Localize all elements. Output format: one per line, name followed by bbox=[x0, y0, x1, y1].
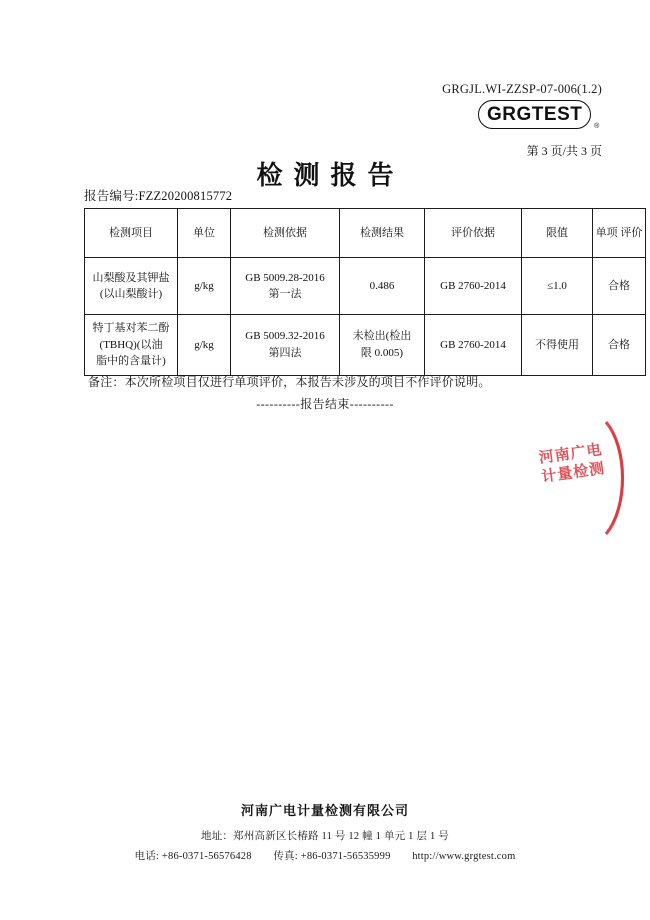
report-number: 报告编号:FZZ20200815772 bbox=[84, 189, 233, 203]
cell-result bbox=[340, 315, 425, 376]
footer-website[interactable]: http://www.grgtest.com bbox=[412, 851, 516, 862]
cell-limit: 不得使用 bbox=[522, 315, 593, 376]
cell-result-line1: 未检出(检出 bbox=[352, 330, 412, 343]
logo-box bbox=[478, 100, 600, 130]
logo-text-main: GRGT bbox=[487, 104, 544, 125]
logo-text-light: EST bbox=[543, 104, 583, 125]
single-eval-header-line2: 评价 bbox=[620, 226, 643, 239]
cell-item-line1: 特丁基对苯二酚 bbox=[92, 322, 170, 334]
cell-test-basis bbox=[231, 315, 340, 376]
registered-mark-icon: ® bbox=[594, 123, 600, 130]
column-header-limit: 限值 bbox=[522, 209, 593, 258]
footer-address: 地址：郑州高新区长椿路 11 号 12 幢 1 单元 1 层 1 号 bbox=[201, 831, 449, 842]
table-body bbox=[85, 258, 646, 376]
results-table bbox=[84, 208, 646, 376]
cell-item-line2: (TBHQ)(以油 bbox=[99, 338, 163, 351]
column-header-unit: 单位 bbox=[178, 209, 231, 258]
cell-single-eval: 合格 bbox=[593, 258, 646, 315]
cell-result: 0.486 bbox=[340, 258, 425, 315]
cell-single-eval: 合格 bbox=[593, 315, 646, 376]
table-row bbox=[85, 315, 646, 376]
column-header-single-eval bbox=[593, 209, 646, 258]
company-seal-stamp bbox=[532, 418, 632, 538]
cell-result-line2: 限 0.005) bbox=[360, 346, 404, 359]
cell-item bbox=[85, 315, 178, 376]
cell-basis-line2: 第四法 bbox=[268, 346, 302, 359]
remarks-text: 备注：本次所检项目仅进行单项评价，本报告未涉及的项目不作评价说明。 bbox=[88, 375, 491, 389]
footer-contact bbox=[0, 848, 650, 863]
table-header-row bbox=[85, 209, 646, 258]
footer-phone-label: 电话: bbox=[134, 851, 160, 862]
seal-text-line2: 计量检测 bbox=[540, 460, 607, 486]
document-code: GRGJL.WI-ZZSP-07-006(1.2) bbox=[442, 82, 602, 96]
cell-basis-line1: GB 5009.28-2016 bbox=[245, 271, 325, 284]
cell-test-basis bbox=[231, 258, 340, 315]
cell-item bbox=[85, 258, 178, 315]
page-footer bbox=[0, 800, 650, 868]
cell-item-line1: 山梨酸及其钾盐 bbox=[92, 271, 170, 284]
cell-eval-basis: GB 2760-2014 bbox=[425, 315, 522, 376]
footer-fax-value: +86-0371-56535999 bbox=[300, 851, 391, 862]
cell-item-line3: 脂中的含量计) bbox=[96, 355, 166, 367]
table-row bbox=[85, 258, 646, 315]
cell-basis-line2: 第一法 bbox=[268, 288, 302, 300]
cell-limit: ≤1.0 bbox=[522, 258, 593, 315]
column-header-eval-basis: 评价依据 bbox=[425, 209, 522, 258]
page-count: 第 3 页/共 3 页 bbox=[526, 144, 602, 158]
column-header-test-basis: 检测依据 bbox=[231, 209, 340, 258]
page-title: 检测报告 bbox=[256, 161, 405, 190]
table-head bbox=[85, 209, 646, 258]
report-end-marker: ----------报告结束---------- bbox=[256, 397, 394, 411]
footer-fax-label: 传真: bbox=[273, 851, 298, 862]
cell-eval-basis: GB 2760-2014 bbox=[425, 258, 522, 315]
footer-company-name: 河南广电计量检测有限公司 bbox=[240, 803, 409, 818]
cell-unit: g/kg bbox=[178, 258, 231, 315]
footer-phone-value: +86-0371-56576428 bbox=[161, 851, 252, 862]
cell-unit: g/kg bbox=[178, 315, 231, 376]
grgtest-logo bbox=[478, 100, 600, 130]
column-header-result: 检测结果 bbox=[340, 209, 425, 258]
seal-text-line1: 河南广电 bbox=[537, 442, 604, 467]
cell-basis-line1: GB 5009.32-2016 bbox=[245, 330, 325, 343]
cell-item-line2: (以山梨酸计) bbox=[99, 288, 163, 300]
results-table-wrapper bbox=[84, 208, 643, 376]
column-header-item: 检测项目 bbox=[85, 209, 178, 258]
single-eval-header-line1: 单项 bbox=[595, 226, 618, 239]
